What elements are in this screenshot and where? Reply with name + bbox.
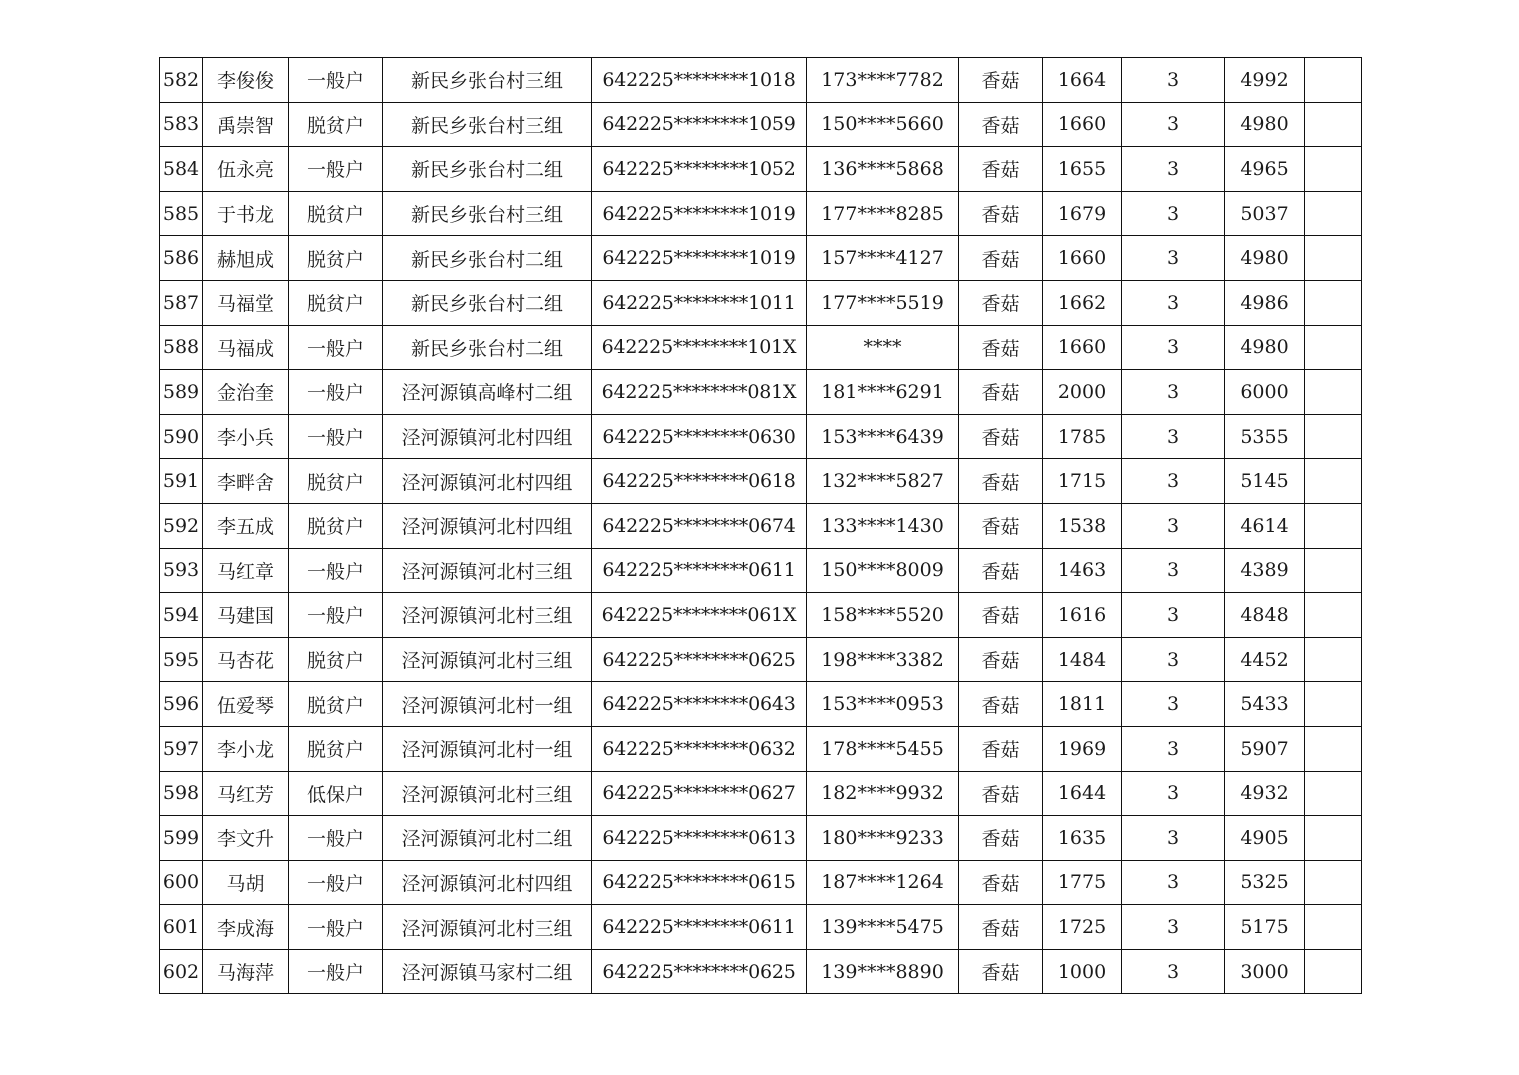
unit-price-cell: 3	[1122, 503, 1225, 548]
remark-cell	[1305, 325, 1362, 370]
phone-cell: 150****5660	[807, 102, 959, 147]
amount-cell: 5175	[1225, 905, 1305, 950]
unit-price-cell: 3	[1122, 816, 1225, 861]
quantity-cell: 1660	[1043, 102, 1122, 147]
id-number-cell: 642225********0625	[592, 949, 807, 994]
household-type-cell: 脱贫户	[289, 637, 383, 682]
amount-cell: 4980	[1225, 102, 1305, 147]
crop-cell: 香菇	[959, 771, 1043, 816]
row-number-cell: 586	[160, 236, 203, 281]
row-number-cell: 596	[160, 682, 203, 727]
household-type-cell: 脱贫户	[289, 682, 383, 727]
crop-cell: 香菇	[959, 325, 1043, 370]
amount-cell: 5037	[1225, 191, 1305, 236]
remark-cell	[1305, 236, 1362, 281]
unit-price-cell: 3	[1122, 949, 1225, 994]
table-row	[160, 860, 1362, 905]
quantity-cell: 2000	[1043, 370, 1122, 415]
table-row	[160, 637, 1362, 682]
row-number-cell: 598	[160, 771, 203, 816]
amount-cell: 4992	[1225, 58, 1305, 103]
household-type-cell: 一般户	[289, 548, 383, 593]
quantity-cell: 1635	[1043, 816, 1122, 861]
unit-price-cell: 3	[1122, 58, 1225, 103]
quantity-cell: 1969	[1043, 726, 1122, 771]
id-number-cell: 642225********1011	[592, 280, 807, 325]
name-cell: 金治奎	[203, 370, 289, 415]
table-row	[160, 503, 1362, 548]
id-number-cell: 642225********0611	[592, 548, 807, 593]
table-row	[160, 905, 1362, 950]
table-row	[160, 949, 1362, 994]
crop-cell: 香菇	[959, 370, 1043, 415]
address-cell: 泾河源镇马家村二组	[383, 949, 592, 994]
address-cell: 新民乡张台村三组	[383, 191, 592, 236]
unit-price-cell: 3	[1122, 726, 1225, 771]
remark-cell	[1305, 58, 1362, 103]
address-cell: 泾河源镇河北村三组	[383, 637, 592, 682]
amount-cell: 5355	[1225, 414, 1305, 459]
unit-price-cell: 3	[1122, 191, 1225, 236]
amount-cell: 4614	[1225, 503, 1305, 548]
quantity-cell: 1484	[1043, 637, 1122, 682]
unit-price-cell: 3	[1122, 637, 1225, 682]
remark-cell	[1305, 191, 1362, 236]
table-row	[160, 414, 1362, 459]
unit-price-cell: 3	[1122, 860, 1225, 905]
table-row	[160, 102, 1362, 147]
address-cell: 泾河源镇河北村三组	[383, 771, 592, 816]
quantity-cell: 1538	[1043, 503, 1122, 548]
phone-cell: 182****9932	[807, 771, 959, 816]
name-cell: 马福成	[203, 325, 289, 370]
name-cell: 李小龙	[203, 726, 289, 771]
name-cell: 马建国	[203, 593, 289, 638]
quantity-cell: 1775	[1043, 860, 1122, 905]
address-cell: 新民乡张台村二组	[383, 280, 592, 325]
table-row	[160, 548, 1362, 593]
table-row	[160, 459, 1362, 504]
row-number-cell: 584	[160, 147, 203, 192]
amount-cell: 4905	[1225, 816, 1305, 861]
table-body	[160, 58, 1362, 994]
name-cell: 马海萍	[203, 949, 289, 994]
quantity-cell: 1644	[1043, 771, 1122, 816]
phone-cell: 133****1430	[807, 503, 959, 548]
household-type-cell: 一般户	[289, 370, 383, 415]
name-cell: 马红章	[203, 548, 289, 593]
table-row	[160, 147, 1362, 192]
crop-cell: 香菇	[959, 280, 1043, 325]
row-number-cell: 595	[160, 637, 203, 682]
unit-price-cell: 3	[1122, 682, 1225, 727]
amount-cell: 4980	[1225, 236, 1305, 281]
crop-cell: 香菇	[959, 236, 1043, 281]
row-number-cell: 583	[160, 102, 203, 147]
remark-cell	[1305, 682, 1362, 727]
crop-cell: 香菇	[959, 414, 1043, 459]
table-row	[160, 236, 1362, 281]
crop-cell: 香菇	[959, 593, 1043, 638]
name-cell: 马胡	[203, 860, 289, 905]
row-number-cell: 601	[160, 905, 203, 950]
remark-cell	[1305, 503, 1362, 548]
household-type-cell: 脱贫户	[289, 726, 383, 771]
crop-cell: 香菇	[959, 191, 1043, 236]
id-number-cell: 642225********0632	[592, 726, 807, 771]
row-number-cell: 591	[160, 459, 203, 504]
table-row	[160, 58, 1362, 103]
row-number-cell: 594	[160, 593, 203, 638]
table-row	[160, 280, 1362, 325]
id-number-cell: 642225********0627	[592, 771, 807, 816]
amount-cell: 5145	[1225, 459, 1305, 504]
phone-cell: 173****7782	[807, 58, 959, 103]
remark-cell	[1305, 280, 1362, 325]
amount-cell: 4980	[1225, 325, 1305, 370]
name-cell: 李文升	[203, 816, 289, 861]
quantity-cell: 1655	[1043, 147, 1122, 192]
address-cell: 泾河源镇河北村四组	[383, 414, 592, 459]
phone-cell: 198****3382	[807, 637, 959, 682]
phone-cell: ****	[807, 325, 959, 370]
name-cell: 李畔舍	[203, 459, 289, 504]
table-row	[160, 682, 1362, 727]
household-type-cell: 脱贫户	[289, 191, 383, 236]
row-number-cell: 602	[160, 949, 203, 994]
id-number-cell: 642225********0615	[592, 860, 807, 905]
quantity-cell: 1000	[1043, 949, 1122, 994]
household-type-cell: 一般户	[289, 325, 383, 370]
household-type-cell: 脱贫户	[289, 280, 383, 325]
address-cell: 新民乡张台村二组	[383, 236, 592, 281]
household-type-cell: 脱贫户	[289, 459, 383, 504]
remark-cell	[1305, 860, 1362, 905]
address-cell: 泾河源镇河北村二组	[383, 816, 592, 861]
unit-price-cell: 3	[1122, 771, 1225, 816]
unit-price-cell: 3	[1122, 593, 1225, 638]
remark-cell	[1305, 593, 1362, 638]
table-row	[160, 771, 1362, 816]
phone-cell: 139****5475	[807, 905, 959, 950]
phone-cell: 157****4127	[807, 236, 959, 281]
id-number-cell: 642225********1019	[592, 191, 807, 236]
table-row	[160, 370, 1362, 415]
household-type-cell: 一般户	[289, 147, 383, 192]
name-cell: 伍永亮	[203, 147, 289, 192]
id-number-cell: 642225********061X	[592, 593, 807, 638]
remark-cell	[1305, 905, 1362, 950]
name-cell: 马福堂	[203, 280, 289, 325]
quantity-cell: 1664	[1043, 58, 1122, 103]
quantity-cell: 1662	[1043, 280, 1122, 325]
unit-price-cell: 3	[1122, 905, 1225, 950]
phone-cell: 180****9233	[807, 816, 959, 861]
address-cell: 泾河源镇河北村三组	[383, 905, 592, 950]
unit-price-cell: 3	[1122, 236, 1225, 281]
unit-price-cell: 3	[1122, 370, 1225, 415]
household-type-cell: 一般户	[289, 860, 383, 905]
amount-cell: 4986	[1225, 280, 1305, 325]
id-number-cell: 642225********1019	[592, 236, 807, 281]
household-type-cell: 低保户	[289, 771, 383, 816]
table-row	[160, 191, 1362, 236]
address-cell: 泾河源镇河北村四组	[383, 860, 592, 905]
quantity-cell: 1785	[1043, 414, 1122, 459]
id-number-cell: 642225********0630	[592, 414, 807, 459]
remark-cell	[1305, 949, 1362, 994]
crop-cell: 香菇	[959, 860, 1043, 905]
amount-cell: 5325	[1225, 860, 1305, 905]
row-number-cell: 582	[160, 58, 203, 103]
amount-cell: 4848	[1225, 593, 1305, 638]
id-number-cell: 642225********0625	[592, 637, 807, 682]
name-cell: 马杏花	[203, 637, 289, 682]
remark-cell	[1305, 370, 1362, 415]
address-cell: 泾河源镇高峰村二组	[383, 370, 592, 415]
amount-cell: 5433	[1225, 682, 1305, 727]
unit-price-cell: 3	[1122, 280, 1225, 325]
phone-cell: 153****6439	[807, 414, 959, 459]
table-row	[160, 593, 1362, 638]
row-number-cell: 588	[160, 325, 203, 370]
phone-cell: 158****5520	[807, 593, 959, 638]
phone-cell: 181****6291	[807, 370, 959, 415]
table-row	[160, 726, 1362, 771]
crop-cell: 香菇	[959, 548, 1043, 593]
remark-cell	[1305, 548, 1362, 593]
crop-cell: 香菇	[959, 682, 1043, 727]
address-cell: 泾河源镇河北村一组	[383, 682, 592, 727]
address-cell: 泾河源镇河北村三组	[383, 548, 592, 593]
table-row	[160, 816, 1362, 861]
quantity-cell: 1660	[1043, 325, 1122, 370]
id-number-cell: 642225********0618	[592, 459, 807, 504]
crop-cell: 香菇	[959, 58, 1043, 103]
address-cell: 新民乡张台村二组	[383, 325, 592, 370]
quantity-cell: 1679	[1043, 191, 1122, 236]
remark-cell	[1305, 726, 1362, 771]
amount-cell: 4389	[1225, 548, 1305, 593]
crop-cell: 香菇	[959, 147, 1043, 192]
name-cell: 李成海	[203, 905, 289, 950]
phone-cell: 132****5827	[807, 459, 959, 504]
address-cell: 泾河源镇河北村一组	[383, 726, 592, 771]
unit-price-cell: 3	[1122, 102, 1225, 147]
address-cell: 新民乡张台村三组	[383, 102, 592, 147]
address-cell: 泾河源镇河北村四组	[383, 459, 592, 504]
row-number-cell: 587	[160, 280, 203, 325]
quantity-cell: 1463	[1043, 548, 1122, 593]
amount-cell: 3000	[1225, 949, 1305, 994]
row-number-cell: 590	[160, 414, 203, 459]
remark-cell	[1305, 637, 1362, 682]
quantity-cell: 1715	[1043, 459, 1122, 504]
household-type-cell: 一般户	[289, 905, 383, 950]
remark-cell	[1305, 816, 1362, 861]
household-type-cell: 一般户	[289, 949, 383, 994]
name-cell: 李五成	[203, 503, 289, 548]
name-cell: 李俊俊	[203, 58, 289, 103]
row-number-cell: 585	[160, 191, 203, 236]
remark-cell	[1305, 459, 1362, 504]
amount-cell: 4932	[1225, 771, 1305, 816]
phone-cell: 139****8890	[807, 949, 959, 994]
subsidy-table	[159, 57, 1362, 994]
name-cell: 马红芳	[203, 771, 289, 816]
address-cell: 泾河源镇河北村四组	[383, 503, 592, 548]
household-type-cell: 一般户	[289, 58, 383, 103]
id-number-cell: 642225********1018	[592, 58, 807, 103]
row-number-cell: 592	[160, 503, 203, 548]
amount-cell: 5907	[1225, 726, 1305, 771]
id-number-cell: 642225********0674	[592, 503, 807, 548]
remark-cell	[1305, 771, 1362, 816]
crop-cell: 香菇	[959, 102, 1043, 147]
phone-cell: 177****5519	[807, 280, 959, 325]
crop-cell: 香菇	[959, 637, 1043, 682]
phone-cell: 150****8009	[807, 548, 959, 593]
quantity-cell: 1660	[1043, 236, 1122, 281]
household-type-cell: 一般户	[289, 414, 383, 459]
remark-cell	[1305, 147, 1362, 192]
crop-cell: 香菇	[959, 503, 1043, 548]
crop-cell: 香菇	[959, 816, 1043, 861]
amount-cell: 4965	[1225, 147, 1305, 192]
quantity-cell: 1725	[1043, 905, 1122, 950]
household-type-cell: 脱贫户	[289, 503, 383, 548]
phone-cell: 178****5455	[807, 726, 959, 771]
address-cell: 新民乡张台村三组	[383, 58, 592, 103]
phone-cell: 177****8285	[807, 191, 959, 236]
name-cell: 于书龙	[203, 191, 289, 236]
name-cell: 伍爱琴	[203, 682, 289, 727]
phone-cell: 153****0953	[807, 682, 959, 727]
unit-price-cell: 3	[1122, 548, 1225, 593]
name-cell: 禹崇智	[203, 102, 289, 147]
id-number-cell: 642225********1052	[592, 147, 807, 192]
id-number-cell: 642225********081X	[592, 370, 807, 415]
amount-cell: 6000	[1225, 370, 1305, 415]
phone-cell: 136****5868	[807, 147, 959, 192]
unit-price-cell: 3	[1122, 414, 1225, 459]
unit-price-cell: 3	[1122, 325, 1225, 370]
crop-cell: 香菇	[959, 726, 1043, 771]
id-number-cell: 642225********0643	[592, 682, 807, 727]
household-type-cell: 一般户	[289, 816, 383, 861]
row-number-cell: 600	[160, 860, 203, 905]
unit-price-cell: 3	[1122, 147, 1225, 192]
household-type-cell: 一般户	[289, 593, 383, 638]
id-number-cell: 642225********1059	[592, 102, 807, 147]
address-cell: 泾河源镇河北村三组	[383, 593, 592, 638]
row-number-cell: 589	[160, 370, 203, 415]
crop-cell: 香菇	[959, 905, 1043, 950]
address-cell: 新民乡张台村二组	[383, 147, 592, 192]
row-number-cell: 597	[160, 726, 203, 771]
table-row	[160, 325, 1362, 370]
quantity-cell: 1811	[1043, 682, 1122, 727]
name-cell: 李小兵	[203, 414, 289, 459]
row-number-cell: 599	[160, 816, 203, 861]
amount-cell: 4452	[1225, 637, 1305, 682]
household-type-cell: 脱贫户	[289, 102, 383, 147]
crop-cell: 香菇	[959, 949, 1043, 994]
crop-cell: 香菇	[959, 459, 1043, 504]
id-number-cell: 642225********101X	[592, 325, 807, 370]
remark-cell	[1305, 414, 1362, 459]
quantity-cell: 1616	[1043, 593, 1122, 638]
remark-cell	[1305, 102, 1362, 147]
name-cell: 赫旭成	[203, 236, 289, 281]
row-number-cell: 593	[160, 548, 203, 593]
unit-price-cell: 3	[1122, 459, 1225, 504]
id-number-cell: 642225********0611	[592, 905, 807, 950]
phone-cell: 187****1264	[807, 860, 959, 905]
id-number-cell: 642225********0613	[592, 816, 807, 861]
household-type-cell: 脱贫户	[289, 236, 383, 281]
